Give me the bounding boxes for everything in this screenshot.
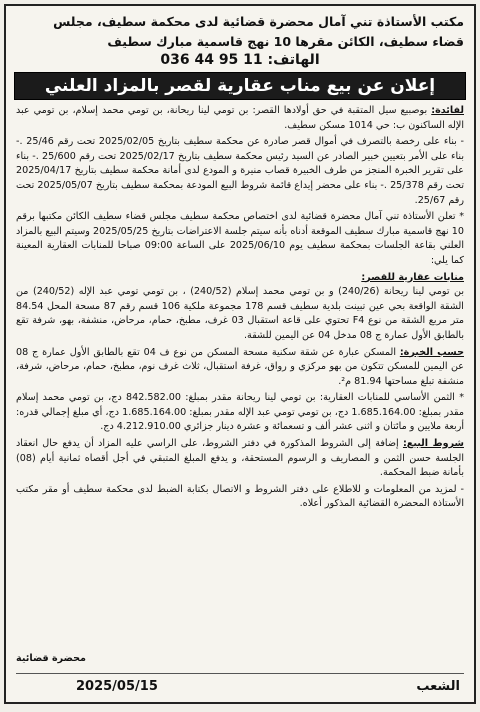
beneficiary-paragraph (16, 104, 464, 133)
property-shares-paragraph (16, 271, 464, 344)
base-price-paragraph: * الثمن الأساسي للمنابات العقارية: بن تومي لينا ريحانة مقدر بمبلغ: 842.582.00 دج، بن تومي محمد إسلام مقدر بمبلغ: 1.685.164.00 دج، بن تومي تومي عبد الإله مقدر بمبلغ: 1.685.164.00 دج، أي مبلغ إجمالي قدره: أربعة ملايين و مائتان و اثنى عشر ألف و تسعمائة و عشرة دينار جزائري 4.212.910.00 دج. (16, 392, 465, 433)
property-shares-label: منابات عقارية للقصر: (361, 271, 464, 283)
office-line-2: قضاء سطيف، الكائن مقرها 10 نهج قاسمية مبارك سطيف (107, 34, 464, 49)
sale-conditions-paragraph (16, 437, 464, 481)
phone-label: الهاتف: (267, 52, 320, 68)
announcement-paragraph: * تعلن الأستاذة تني آمال محضرة قضائية لدى اختصاص محكمة سطيف مجلس قضاء سطيف الكائن مكتبها برقم 10 نهج قاسمية مبارك سطيف الموقعة أدناه بأنه سيتم جلسة الاعتراضات بتاريخ 2025/05/25 وسيتم البيع بالمزاد العلني بقاعة الجلسات بمحكمة سطيف يوم 2025/06/10 على الساعة 09:00 صباحا للمنابات العقارية المعينة كما يلي: (16, 211, 465, 266)
notice-header (6, 6, 474, 52)
phone-number: 036 44 95 11 (160, 52, 263, 68)
notice-body (6, 104, 474, 512)
expertise-text: المسكن عبارة عن شقة سكنية مسحة المسكن من نوع ف 04 تقع بالطابق الأول عمارة ج 08 عن اليمين للمسكن تتكون من بهو مركزي و رواق، غرفة استقبال، ثلاث غرف نوم، مطبخ، حمام، مرحاض، شرفة، منشفة تبلغ مساحتها 81.94 م². (16, 346, 464, 387)
beneficiary-text: بوصبيع سيل المتقبة في حق أولادها القصر: بن تومي لينا ريحانة، بن تومي محمد إسلام، بن تومي عبد الإله الساكنون ب: حي 1014 مسكن سطيف. (16, 105, 464, 131)
legal-basis-paragraph: - بناء على رخصة بالتصرف في أموال قصر صادرة عن محكمة سطيف بتاريخ 2025/02/05 تحت رقم 25/46 .- بناء على الأمر بتعيين خبير الصادر عن السيد رئيس محكمة سطيف بتاريخ 2025/02/17 تحت رقم 25/600 .- بناء على تقرير الخبرة المنجز من طرف الخبيرة قصاب منيرة و المودع لدى أمانة محكمة سطيف بتاريخ 2025/04/17 تحت رقم 25/378 .- بناء على محضر إيداع قائمة شروط البيع المودعة بمحكمة سطيف بتاريخ 2025/05/07 تحت رقم 25/67. (16, 136, 465, 206)
more-info-paragraph: - لمزيد من المعلومات و للاطلاع على دفتر الشروط و الاتصال بكتابة الضبط لدى محكمة سطيف أو مقر مكتب الأستاذة المحضرة القضائية المذكور أعلاه. (16, 483, 464, 510)
sale-conditions-text: إضافة إلى الشروط المذكورة في دفتر الشروط، على الراسي عليه المزاد أن يدفع حال انعقاد الجلسة حسن الثمن و المصاريف و الرسوم المستحقة، و يدفع المبلغ المتبقي في أجل أقصاه ثمانية أيام (08) بأمانة ضبط المحكمة. (16, 438, 464, 479)
sale-conditions-label: شروط البيع: (402, 438, 464, 450)
publication-footer (16, 673, 464, 694)
notice-page (4, 4, 476, 704)
notice-title-banner: إعلان عن بيع مناب عقارية لقصر بالمزاد العلني (14, 72, 466, 100)
publication-name: الشعب (416, 679, 460, 694)
beneficiary-label: لفائدة: (431, 105, 464, 116)
publication-date: 2025/05/15 (76, 679, 158, 694)
property-shares-text: بن تومي لينا ريحانة (240/26) و بن تومي محمد إسلام (240/52) ، بن تومي تومي عبد الإله (240/52) من الشقة الواقعة بحي عين تبينت بلدية سطيف قسم 178 مجموعة ملكية 106 قسم رقم 87 مسحة المحل 84.54 متر مربع الشقة من نوع F4 تحتوي على قاعة استقبال 03 غرف، مطبخ، حمام، مرحاض، منشفة، بهو، شرفة تقع بالطابق الأول عمارة ج 08 مدخل 04 عن اليمين للشقة. (16, 286, 465, 341)
expertise-paragraph (16, 346, 464, 390)
expertise-label: حسب الخبرة: (399, 346, 464, 358)
office-line-1: مكتب الأستاذة تني آمال محضرة قضائية لدى محكمة سطيف، مجلس (53, 14, 464, 29)
signature-caption: محضرة قضائية (16, 653, 86, 664)
phone-line (6, 52, 474, 68)
